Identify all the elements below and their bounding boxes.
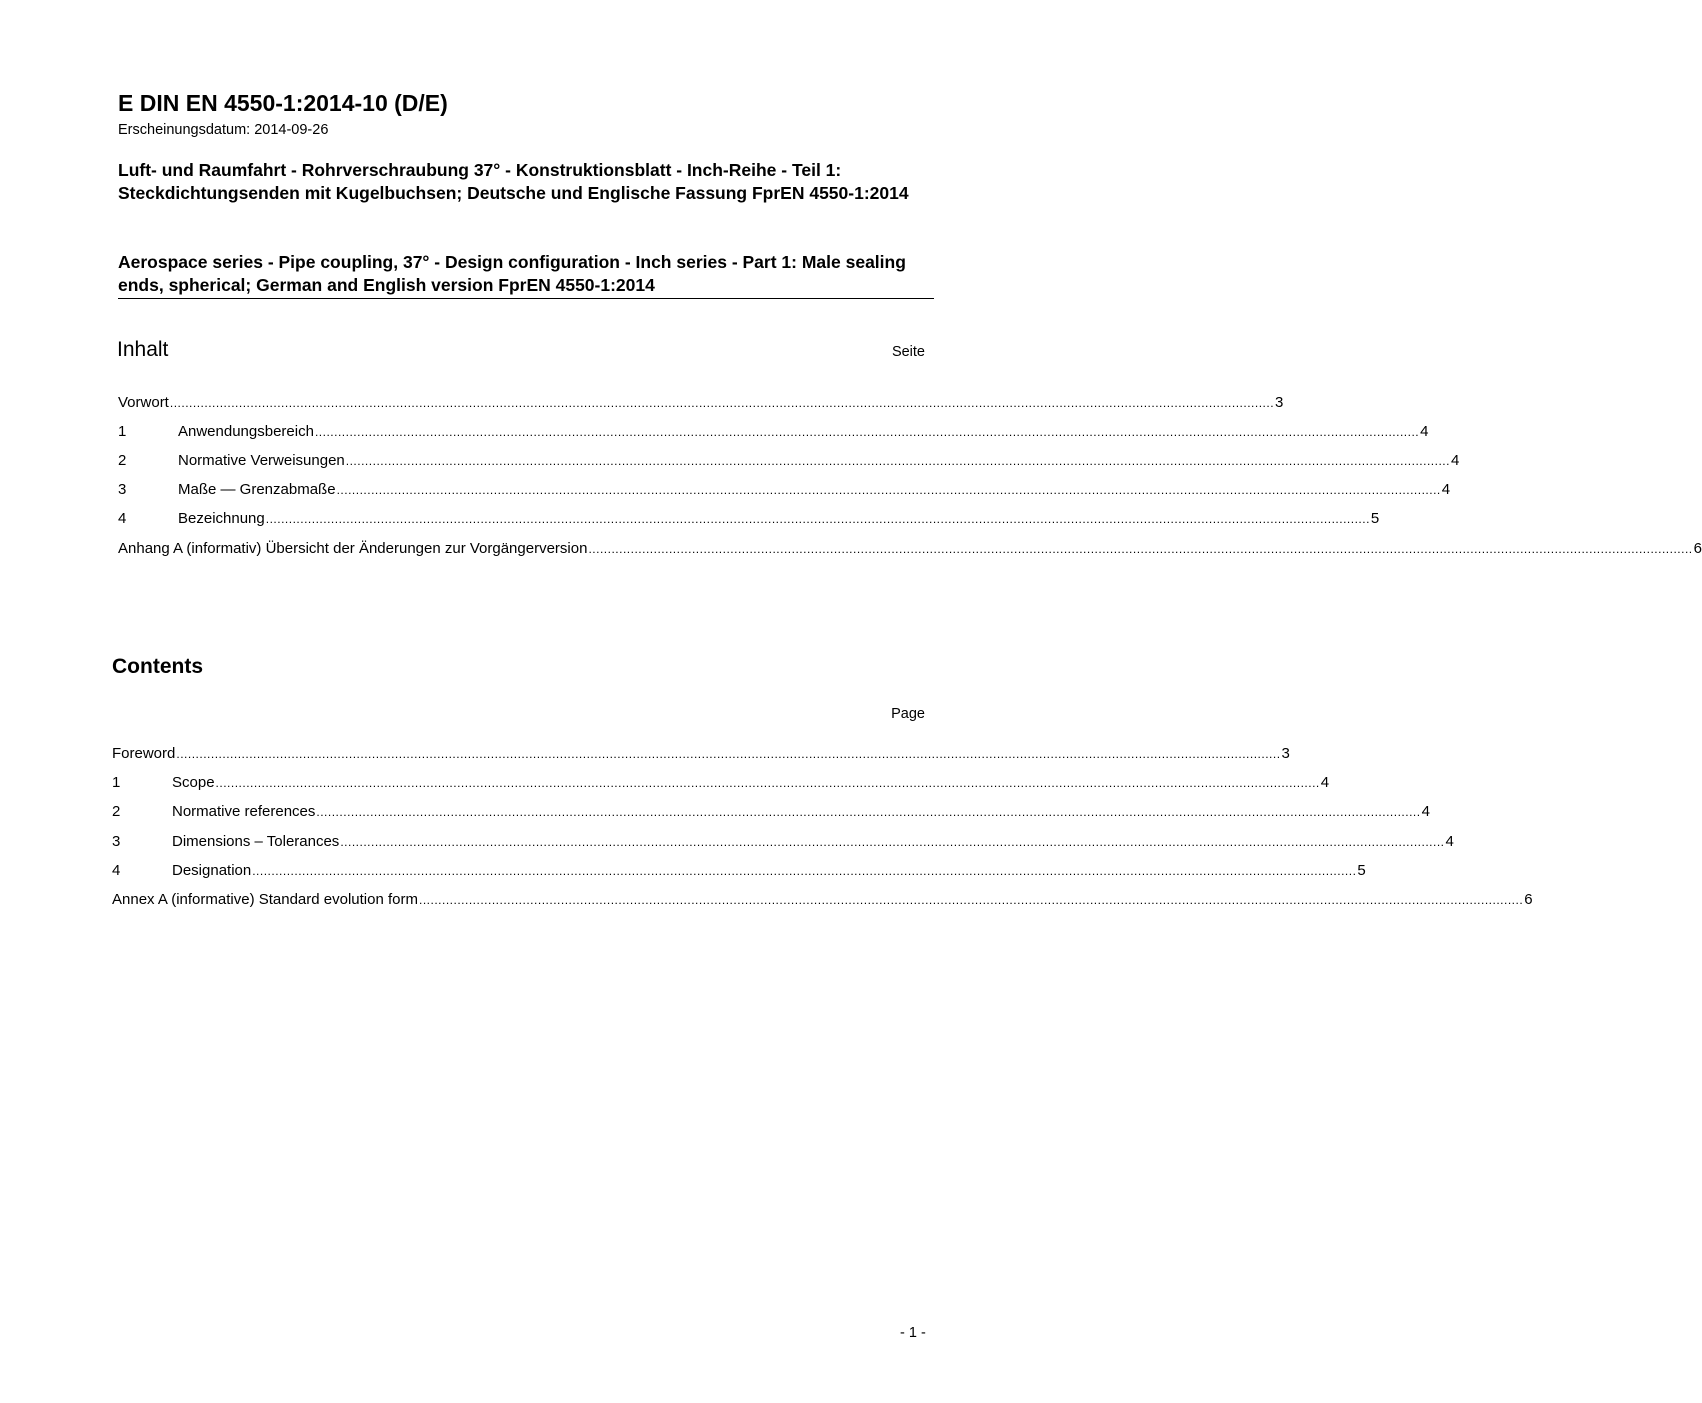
toc-entry-page: 5 (1370, 510, 1380, 527)
toc-entry-title: Normative references (172, 803, 316, 820)
toc-heading-german: Inhalt (117, 338, 169, 361)
toc-entry-number: 4 (112, 862, 121, 879)
toc-dot-leader (216, 774, 1320, 791)
header-divider (118, 298, 934, 299)
toc-entry-page: 3 (1275, 394, 1284, 411)
toc-dot-leader (170, 394, 1274, 411)
toc-entry-page: 6 (1693, 540, 1702, 557)
toc-entry[interactable] (118, 394, 1283, 414)
toc-dot-leader (337, 481, 1441, 498)
toc-entry[interactable] (118, 423, 1428, 443)
toc-dot-leader (346, 452, 1450, 469)
toc-entry-title: Annex A (informative) Standard evolution form (112, 891, 418, 908)
toc-entry-title: Normative Verweisungen (178, 452, 345, 469)
publication-date: Erscheinungsdatum: 2014-09-26 (118, 122, 329, 138)
toc-dot-leader (340, 833, 1444, 850)
toc-entry-page: 4 (1441, 481, 1451, 498)
toc-entry-page: 4 (1320, 774, 1330, 791)
toc-entry-page: 6 (1524, 891, 1533, 908)
toc-entry[interactable] (112, 745, 1290, 765)
toc-entry[interactable] (112, 862, 1366, 882)
title-english: Aerospace series - Pipe coupling, 37° - Design configuration - Inch series - Part 1: Male sealing ends, spherical; German and English version FprEN 4550-1:2014 (118, 252, 906, 295)
toc-entry-number: 4 (118, 510, 127, 527)
toc-entry-number: 3 (118, 481, 127, 498)
toc-entry-title: Maße — Grenzabmaße (178, 481, 336, 498)
toc-entry[interactable] (118, 540, 1702, 560)
toc-entry-page: 4 (1421, 803, 1430, 820)
toc-dot-leader (252, 862, 1356, 879)
toc-entry-title: Dimensions – Tolerances (172, 833, 340, 850)
toc-entry-title: Scope (172, 774, 215, 791)
toc-entry-title: Bezeichnung (178, 510, 265, 527)
toc-dot-leader (266, 510, 1370, 527)
toc-entry[interactable] (118, 452, 1459, 472)
toc-entry-title: Vorwort (118, 394, 169, 411)
toc-entry-number: 1 (118, 423, 127, 440)
toc-entry[interactable] (112, 833, 1454, 853)
toc-heading-english: Contents (112, 655, 203, 678)
toc-entry[interactable] (112, 803, 1430, 823)
toc-entry-page: 3 (1281, 745, 1290, 762)
toc-dot-leader (176, 745, 1280, 762)
page-number: - 1 - (900, 1325, 926, 1341)
toc-entry[interactable] (118, 510, 1379, 530)
toc-entry-title: Foreword (112, 745, 176, 762)
toc-entry[interactable] (112, 774, 1329, 794)
toc-entry-title: Anwendungsbereich (178, 423, 314, 440)
toc-dot-leader (588, 540, 1692, 557)
toc-entry-number: 2 (112, 803, 121, 820)
toc-page-label-german: Seite (891, 344, 925, 360)
toc-entry-number: 1 (112, 774, 121, 791)
toc-entry-page: 5 (1357, 862, 1366, 879)
toc-entry-page: 4 (1420, 423, 1429, 440)
toc-entry-page: 4 (1450, 452, 1460, 469)
toc-entry-number: 3 (112, 833, 121, 850)
toc-entry-title: Anhang A (informativ) Übersicht der Änderungen zur Vorgängerversion (118, 540, 588, 557)
toc-entry[interactable] (118, 481, 1450, 501)
toc-entry-page: 4 (1445, 833, 1454, 850)
toc-dot-leader (315, 423, 1419, 440)
toc-dot-leader (316, 803, 1420, 820)
title-german: Luft- und Raumfahrt - Rohrverschraubung 37° - Konstruktionsblatt - Inch-Reihe - Teil 1: Steckdichtungsenden mit Kugelbuchsen; Deutsche und Englische Fassung FprEN 4550-1:2014 (118, 160, 909, 203)
toc-entry-number: 2 (118, 452, 127, 469)
document-id: E DIN EN 4550-1:2014-10 (D/E) (118, 90, 448, 116)
toc-page-label-english: Page (891, 706, 925, 722)
toc-entry[interactable] (112, 891, 1533, 911)
toc-entry-title: Designation (172, 862, 252, 879)
toc-dot-leader (419, 891, 1523, 908)
